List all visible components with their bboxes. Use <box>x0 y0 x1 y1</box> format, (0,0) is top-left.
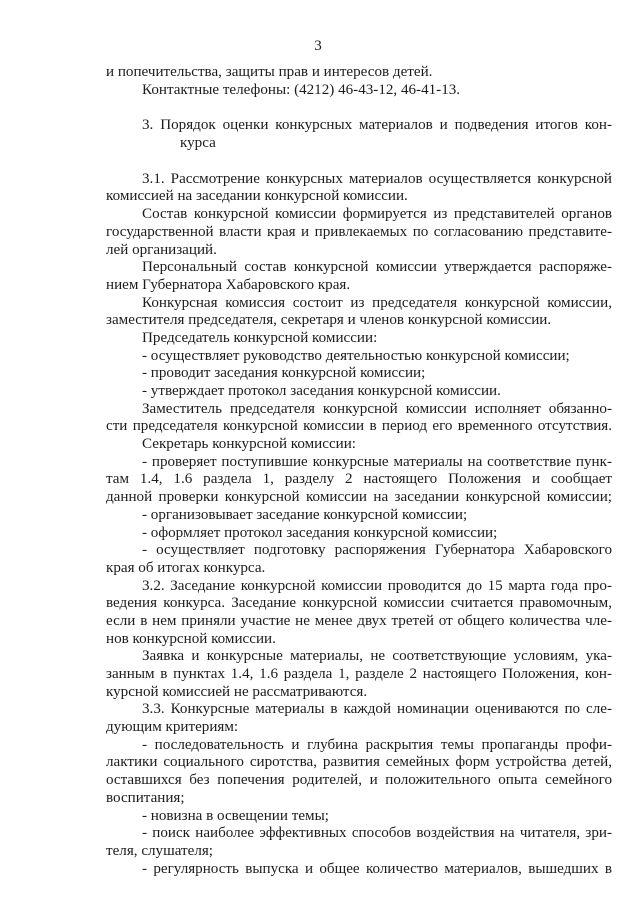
text-line: данной проверки конкурсной комиссии на заседании конкурсной комиссии; <box>106 489 612 506</box>
text-line: 3.2. Заседание конкурсной комиссии проводится до 15 марта года про- <box>142 577 612 594</box>
text-line: комиссией на заседании конкурсной комиссии. <box>106 188 408 205</box>
text-line: теля, слушателя; <box>106 842 213 859</box>
text-line: дующим критериям: <box>106 719 239 736</box>
paragraph-gap <box>106 99 612 117</box>
text-line: заместителя председателя, секретаря и членов конкурсной комиссии. <box>106 312 552 329</box>
text-line: оставшихся без попечения родителей, и положительного опыта семейного <box>106 772 612 789</box>
text-line: 3.3. Конкурсные материалы в каждой номинации оцениваются по сле- <box>142 701 612 718</box>
text-line: - оформляет протокол заседания конкурсной комиссии; <box>142 524 498 541</box>
text-line: - осуществляет подготовку распоряжения Губернатора Хабаровского <box>142 542 612 559</box>
text-line: нием Губернатора Хабаровского края. <box>106 276 351 293</box>
text-line: Секретарь конкурсной комиссии: <box>142 436 356 453</box>
text-line: - регулярность выпуска и общее количество материалов, вышедших в <box>142 860 612 877</box>
text-line: там 1.4, 1.6 раздела 1, разделу 2 настоящего Положения и сообщает <box>106 471 612 488</box>
text-line: занным в пунктах 1.4, 1.6 раздела 1, разделе 2 настоящего Положения, кон- <box>106 666 612 682</box>
paragraph-gap <box>106 153 612 171</box>
text-line: ведения конкурса. Заседание конкурсной комиссии считается правомочным, <box>106 595 612 612</box>
text-line: - проводит заседания конкурсной комиссии; <box>142 365 426 382</box>
text-line: и попечительства, защиты прав и интересов детей. <box>106 64 433 80</box>
text-line: - последовательность и глубина раскрытия темы пропаганды профи- <box>142 736 612 753</box>
text-line: лактики социального сиротства, развития семейных форм устройства детей, <box>106 754 612 771</box>
text-line: государственной власти края и привлекаемых по согласованию представите- <box>106 223 612 240</box>
text-line: 3. Порядок оценки конкурсных материалов и подведения итогов кон- <box>142 117 612 134</box>
text-line: курсной комиссией не рассматриваются. <box>106 683 368 700</box>
text-line: Председатель конкурсной комиссии: <box>142 329 378 346</box>
text-line: Заявка и конкурсные материалы, не соответствующие условиям, ука- <box>142 648 612 665</box>
text-line: - новизна в освещении темы; <box>142 807 329 824</box>
text-line: если в нем приняли участие не менее двух третей от общего количества чле- <box>106 612 612 629</box>
page-number: 3 <box>314 38 322 54</box>
text-line: - организовывает заседание конкурсной комиссии; <box>142 506 468 523</box>
text-line: Конкурсная комиссия состоит из председателя конкурсной комиссии, <box>142 294 612 311</box>
text-line: 3.1. Рассмотрение конкурсных материалов осуществляется конкурсной <box>142 170 612 187</box>
text-line: воспитания; <box>106 789 185 806</box>
text-line: Контактные телефоны: (4212) 46-43-12, 46-41-13. <box>142 81 461 98</box>
text-line: Состав конкурсной комиссии формируется из представителей органов <box>142 206 612 223</box>
text-line: сти председателя конкурсной комиссии в период его временного отсутствия. <box>106 418 612 435</box>
text-line: Персональный состав конкурсной комиссии утверждается распоряже- <box>142 259 612 276</box>
text-line: края об итогах конкурса. <box>106 559 266 576</box>
text-line: Заместитель председателя конкурсной комиссии исполняет обязанно- <box>142 400 612 417</box>
document-body <box>106 64 612 878</box>
text-line: курса <box>180 135 216 152</box>
text-line: нов конкурсной комиссии. <box>106 630 276 647</box>
text-line: - поиск наиболее эффективных способов воздействия на читателя, зри- <box>142 825 612 842</box>
text-line: - проверяет поступившие конкурсные материалы на соответствие пунк- <box>142 453 612 470</box>
text-line: - утверждает протокол заседания конкурсной комиссии. <box>142 383 501 399</box>
text-line: - осуществляет руководство деятельностью конкурсной комиссии; <box>142 347 570 364</box>
text-line: лей организаций. <box>106 241 217 258</box>
